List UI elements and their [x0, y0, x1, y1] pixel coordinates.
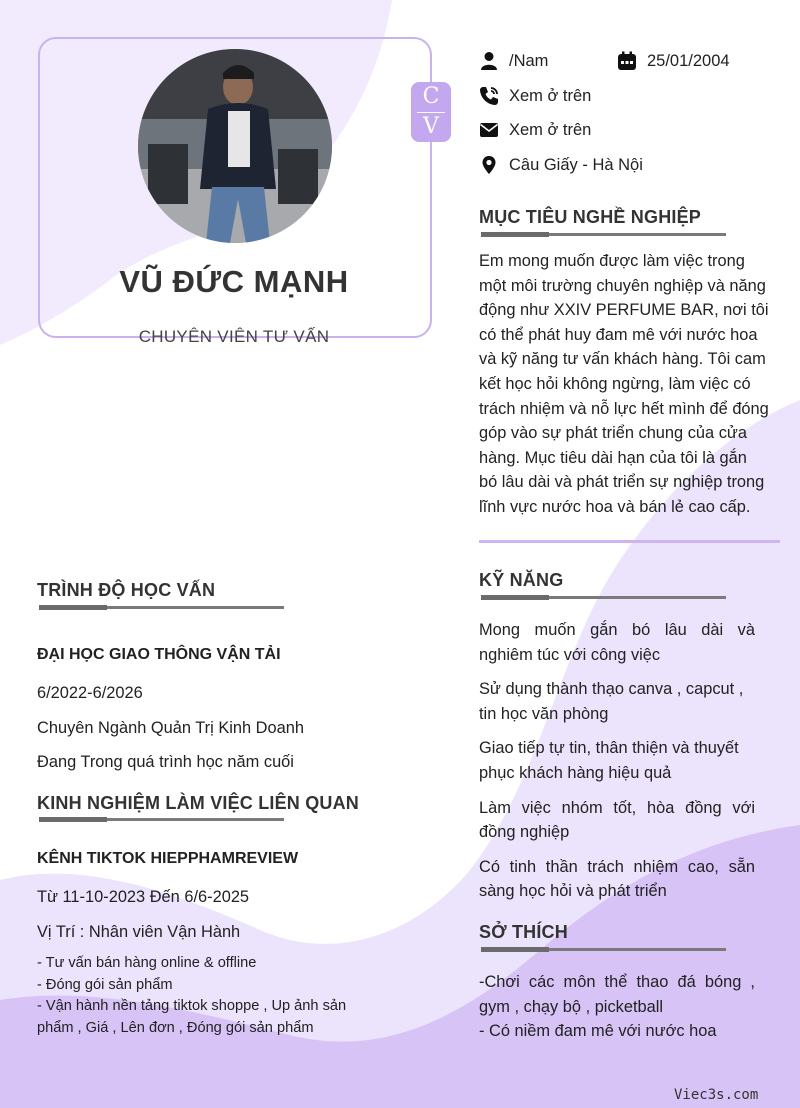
contact-gender	[479, 51, 548, 71]
experience-title: KINH NGHIỆM LÀM VIỆC LIÊN QUAN	[37, 793, 360, 813]
cv-badge	[411, 82, 451, 142]
hobby-line: gym , chạy bộ , picketball	[479, 997, 664, 1016]
experience-underline	[39, 818, 284, 821]
duty-line: - Vận hành nền tảng tiktok shoppe , Up ảnh sản	[37, 998, 347, 1014]
duty-line: - Tư vấn bán hàng online & offline	[37, 955, 257, 971]
phone-icon	[479, 86, 499, 106]
objective-line: bó lâu dài và phát triển sự nghiệp trong	[479, 473, 765, 492]
education-school: ĐẠI HỌC GIAO THÔNG VẬN TẢI	[37, 646, 281, 663]
skill-item: Giao tiếp tự tin, thân thiện và thuyết phục khách hàng hiệu quả	[479, 739, 739, 782]
calendar-icon	[617, 51, 637, 71]
objective-divider	[479, 540, 780, 543]
skills-list	[479, 618, 755, 904]
duty-line: phẩm , Giá , Lên đơn , Đóng gói sản phẩm	[37, 1019, 314, 1036]
contact-birthday	[617, 51, 730, 71]
objective-line: kết học hỏi không ngừng, làm việc có	[479, 374, 751, 393]
skills-title: KỸ NĂNG	[479, 570, 564, 590]
objective-line: góp vào sự phát triển chung của cửa	[479, 424, 747, 443]
user-icon	[479, 51, 499, 71]
candidate-name: VŨ ĐỨC MẠNH	[119, 264, 349, 299]
skill-item: Sử dụng thành thạo canva , capcut , tin học văn phòng	[479, 680, 744, 723]
objective-line: hàng. Mục tiêu dài hạn của tôi là gắn	[479, 448, 747, 467]
cv-badge-bottom: V	[423, 114, 439, 139]
experience-position: Vị Trí : Nhân viên Vận Hành	[37, 923, 241, 941]
email-text: Xem ở trên	[509, 120, 592, 139]
address-text: Câu Giấy - Hà Nội	[509, 155, 643, 174]
education-major: Chuyên Ngành Quản Trị Kinh Doanh	[37, 719, 304, 737]
skill-item: Có tinh thần trách nhiệm cao, sẵn sàng học hỏi và phát triển	[479, 857, 755, 901]
objective-text	[479, 249, 779, 520]
contact-address	[479, 155, 643, 175]
objective-line: có thể phát huy đam mê với nước hoa	[479, 325, 758, 344]
education-period: 6/2022-6/2026	[37, 684, 143, 702]
objective-title: MỤC TIÊU NGHỀ NGHIỆP	[479, 207, 702, 227]
contact-phone	[479, 86, 591, 106]
profile-photo	[138, 49, 332, 243]
candidate-role: CHUYÊN VIÊN TƯ VẤN	[138, 327, 330, 346]
mail-icon	[479, 120, 499, 140]
experience-period: Từ 11-10-2023 Đến 6/6-2025	[37, 888, 250, 906]
hobbies-underline	[481, 948, 726, 951]
education-status: Đang Trong quá trình học năm cuối	[37, 753, 294, 771]
objective-line: động như XXIV PERFUME BAR, nơi tôi	[479, 301, 769, 320]
objective-line: một môi trường chuyên nghiệp và năng	[479, 276, 766, 295]
skill-item: Mong muốn gắn bó lâu dài và nghiêm túc với công việc	[479, 621, 755, 664]
skill-item: Làm việc nhóm tốt, hòa đồng với đồng nghiệp	[479, 798, 755, 842]
birthday-text: 25/01/2004	[647, 51, 730, 70]
experience-company: KÊNH TIKTOK HIEPPHAMREVIEW	[37, 850, 299, 867]
objective-line: Em mong muốn được làm việc trong	[479, 252, 745, 270]
duty-line: - Đóng gói sản phẩm	[37, 976, 173, 993]
education-underline	[39, 606, 284, 609]
objective-line: và kỹ năng tư vấn khách hàng. Tôi cam	[479, 350, 766, 369]
hobby-line: -Chơi các môn thể thao đá bóng ,	[479, 973, 755, 991]
experience-duties	[37, 953, 377, 1039]
gender-text: /Nam	[509, 51, 549, 70]
objective-line: trách nhiệm và nỗ lực hết mình để đóng	[479, 399, 769, 418]
objective-underline	[481, 233, 726, 236]
hobby-line: - Có niềm đam mê với nước hoa	[479, 1022, 717, 1041]
hobbies-text	[479, 970, 755, 1044]
phone-text: Xem ở trên	[509, 86, 592, 105]
objective-line: lĩnh vực nước hoa và bán lẻ cao cấp.	[479, 497, 751, 516]
skills-underline	[481, 596, 726, 599]
education-title: TRÌNH ĐỘ HỌC VẤN	[37, 580, 216, 600]
location-icon	[479, 155, 499, 175]
hobbies-title: SỞ THÍCH	[479, 922, 568, 942]
cv-badge-top: C	[422, 84, 440, 109]
contact-email	[479, 120, 591, 140]
footer-brand[interactable]: Viec3s.com	[674, 1087, 759, 1103]
